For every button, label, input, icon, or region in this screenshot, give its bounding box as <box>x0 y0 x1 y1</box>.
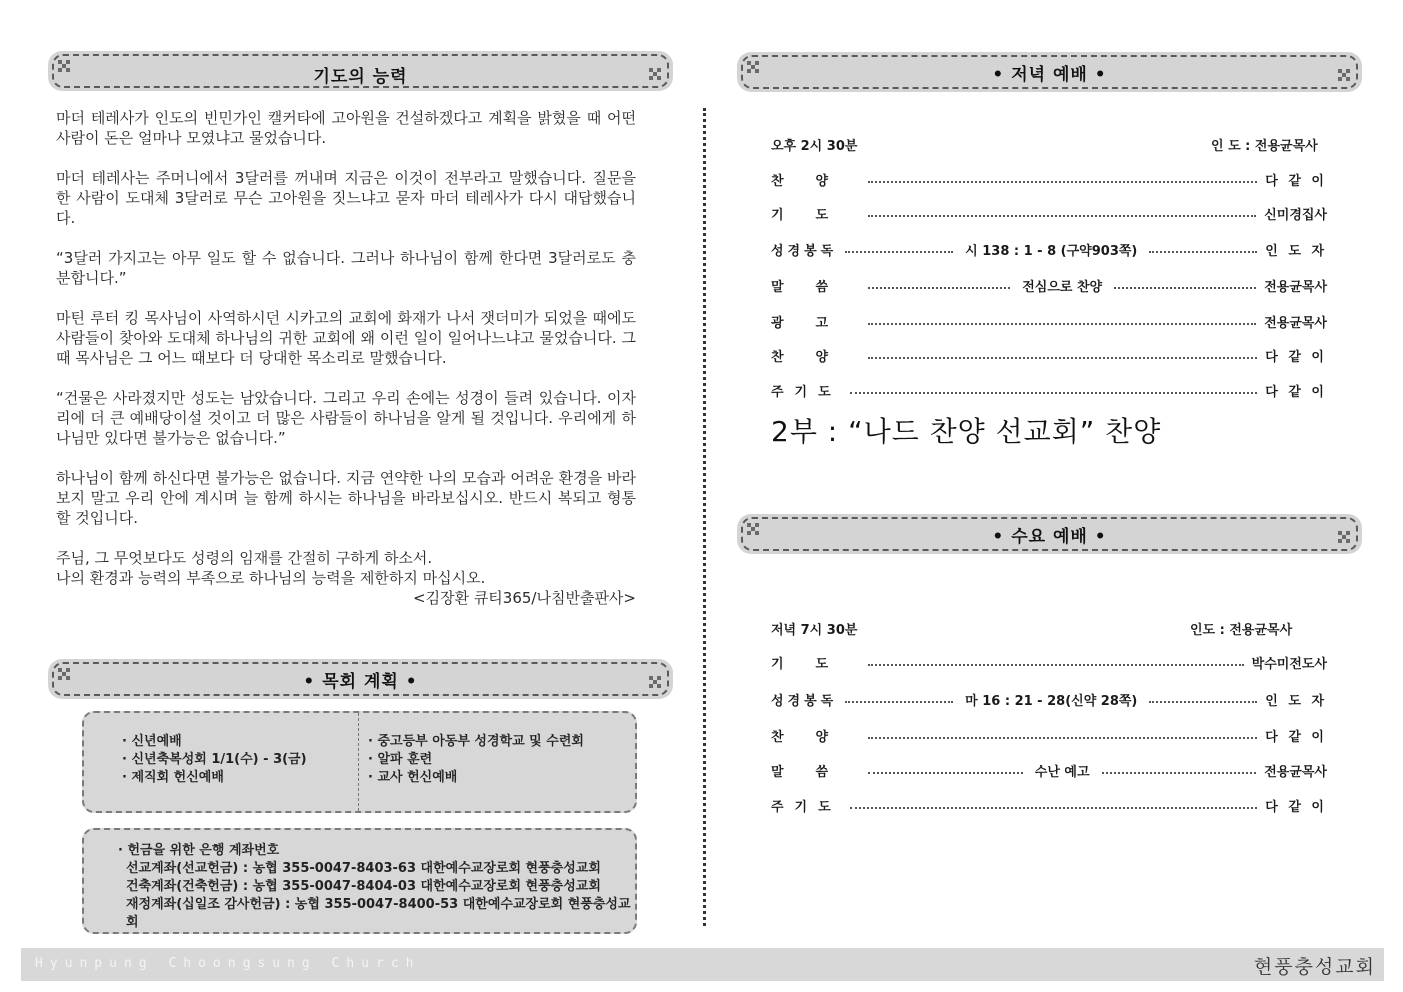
bank-line: 건축계좌(건축헌금) : 농협 355-0047-8404-03 대한예수교장로회 현풍충성교회 <box>126 879 601 894</box>
order-row <box>771 203 1327 223</box>
article-title: 기도의 능력 <box>313 66 408 87</box>
leader-dots <box>868 664 1244 666</box>
order-label: 찬양 <box>771 349 861 365</box>
order-row <box>771 311 1327 331</box>
plan-left-list <box>122 733 307 811</box>
leader-dots <box>850 807 1258 809</box>
article-paragraph: 하나님이 함께 하신다면 불가능은 없습니다. 지금 연약한 나의 모습과 어려운 환경을 바라보지 말고 우리 안에 계시며 늘 함께 하시는 하나님을 바라보십시오. 반드시 복되고 형통할 것입니다. <box>56 469 636 527</box>
order-row <box>771 689 1327 709</box>
plan-item: · 신년축복성회 1/1(수) - 3(금) <box>122 752 307 767</box>
order-label: 기도 <box>771 207 861 223</box>
plan-item: · 신년예배 <box>122 734 182 749</box>
order-row <box>771 169 1327 189</box>
order-row <box>771 760 1327 780</box>
bank-line: 선교계좌(선교헌금) : 농협 355-0047-8403-63 대한예수교장로회 현풍충성교회 <box>126 861 601 876</box>
order-value: 신미경집사 <box>1264 207 1327 223</box>
order-value: 인 도 자 <box>1265 243 1328 259</box>
plan-banner <box>48 659 673 699</box>
bank-list <box>118 842 635 932</box>
order-detail: 수난 예고 <box>1034 764 1090 780</box>
article-source: <김장환 큐티365/나침반출판사> <box>413 589 636 607</box>
order-label: 찬양 <box>771 173 861 189</box>
order-row <box>771 795 1327 815</box>
article-body <box>56 108 636 608</box>
wednesday-leader: 인도 : 전용균목사 <box>1190 623 1293 638</box>
order-value: 전용균목사 <box>1264 764 1327 780</box>
leader-dots <box>868 287 1010 289</box>
order-row <box>771 239 1327 259</box>
order-value: 다 같 이 <box>1265 384 1327 400</box>
order-label: 기도 <box>771 656 861 672</box>
footer-korean-name: 현풍충성교회 <box>1253 956 1376 978</box>
order-detail: 시 138 : 1 - 8 (구약903쪽) <box>965 243 1138 259</box>
order-value: 전용균목사 <box>1264 279 1328 295</box>
order-row <box>771 275 1327 295</box>
order-value: 다 같 이 <box>1265 349 1327 365</box>
order-label: 찬양 <box>771 729 861 745</box>
leader-dots <box>868 357 1257 359</box>
order-value: 다 같 이 <box>1265 799 1327 815</box>
plan-title: • 목회 계획 • <box>303 671 418 692</box>
leader-dots <box>868 323 1256 325</box>
order-label: 말씀 <box>771 764 861 780</box>
bank-line: 재정계좌(십일조 감사헌금) : 농협 355-0047-8400-53 대한예수교장로회 현풍충성교회 <box>126 897 631 930</box>
order-value: 다 같 이 <box>1265 173 1327 189</box>
plan-item: · 교사 헌신예배 <box>368 770 458 785</box>
article-banner <box>48 51 673 91</box>
plan-item: · 알파 훈련 <box>368 752 433 767</box>
order-row <box>771 345 1327 365</box>
article-paragraph: 마더 테레사가 인도의 빈민가인 캘커타에 고아원을 건설하겠다고 계획을 밝혔을 때 어떤 사람이 돈은 얼마나 모였냐고 물었습니다. <box>56 109 636 147</box>
order-row <box>771 380 1327 400</box>
plan-right-list <box>368 733 584 811</box>
plan-box <box>82 711 637 813</box>
leader-dots <box>1102 772 1257 774</box>
order-label: 성경봉독 <box>771 693 838 709</box>
article-paragraph: 마더 테레사는 주머니에서 3달러를 꺼내며 지금은 이것이 전부라고 말했습니다. 질문을 한 사람이 도대체 3달러로 무슨 고아원을 짓느냐고 묻자 마더 테레사가 다시 대답했습니다. <box>56 169 636 227</box>
evening-banner <box>737 52 1362 92</box>
order-value: 인 도 자 <box>1265 693 1328 709</box>
order-row <box>771 725 1327 745</box>
bank-title: · 헌금을 위한 은행 계좌번호 <box>118 843 280 858</box>
order-label: 광고 <box>771 315 861 331</box>
plan-item: · 제직회 헌신예배 <box>122 770 224 785</box>
wednesday-banner <box>737 514 1362 554</box>
order-label: 성경봉독 <box>771 243 838 259</box>
article-paragraph: 마틴 루터 킹 목사님이 사역하시던 시카고의 교회에 화재가 나서 잿더미가 되었을 때에도 사람들이 찾아와 도대체 하나님의 귀한 교회에 왜 이런 일이 일어나느냐고 물었습니다. 그때 목사님은 그 어느 때보다 더 당대한 목소리로 말했습니다. <box>56 309 636 367</box>
leader-dots <box>868 181 1257 183</box>
plan-item: · 중고등부 아동부 성경학교 및 수련회 <box>368 734 584 749</box>
plan-divider <box>358 713 359 811</box>
leader-dots <box>868 737 1257 739</box>
order-row <box>771 652 1327 672</box>
article-paragraph: “3달러 가지고는 아무 일도 할 수 없습니다. 그러나 하나님이 함께 한다면 3달러로도 충분합니다.” <box>56 249 636 287</box>
order-label: 주기도 <box>771 799 842 815</box>
leader-dots <box>868 215 1256 217</box>
article-closing: 주님, 그 무엇보다도 성령의 임재를 간절히 구하게 하소서. <box>56 549 433 567</box>
leader-dots <box>850 392 1258 394</box>
article-paragraph: “건물은 사라졌지만 성도는 남았습니다. 그리고 우리 손에는 성경이 들려 있습니다. 이자리에 더 큰 예배당이설 것이고 더 많은 사람들이 하나님을 알게 될 것입니다. 우리에게 하나님만 있다면 불가능은 없습니다.” <box>56 389 636 447</box>
leader-dots <box>1149 251 1257 253</box>
part2-heading: 2부 : “나드 찬양 선교회” 찬양 <box>771 415 1162 448</box>
article-closing: 나의 환경과 능력의 부족으로 하나님의 능력을 제한하지 마십시오. <box>56 569 486 587</box>
wednesday-title: • 수요 예배 • <box>992 526 1107 547</box>
order-detail: 마 16 : 21 - 28(신약 28쪽) <box>965 693 1138 709</box>
footer-bar <box>21 948 1384 981</box>
leader-dots <box>868 772 1023 774</box>
order-detail: 전심으로 찬양 <box>1022 279 1103 295</box>
leader-dots <box>845 251 953 253</box>
order-value: 전용균목사 <box>1264 315 1327 331</box>
leader-dots <box>845 701 953 703</box>
wednesday-time: 저녁 7시 30분 <box>771 623 858 638</box>
order-value: 다 같 이 <box>1265 729 1327 745</box>
evening-title: • 저녁 예배 • <box>992 64 1107 85</box>
leader-dots <box>1114 287 1256 289</box>
page-divider <box>703 108 706 926</box>
evening-leader: 인 도 : 전용균목사 <box>1211 139 1318 154</box>
order-value: 박수미전도사 <box>1251 656 1327 672</box>
footer-english-name: Hyunpung Choongsung Church <box>35 956 421 971</box>
order-label: 주기도 <box>771 384 842 400</box>
bank-box <box>82 828 637 934</box>
order-label: 말씀 <box>771 279 861 295</box>
evening-time: 오후 2시 30분 <box>771 139 858 154</box>
leader-dots <box>1149 701 1257 703</box>
